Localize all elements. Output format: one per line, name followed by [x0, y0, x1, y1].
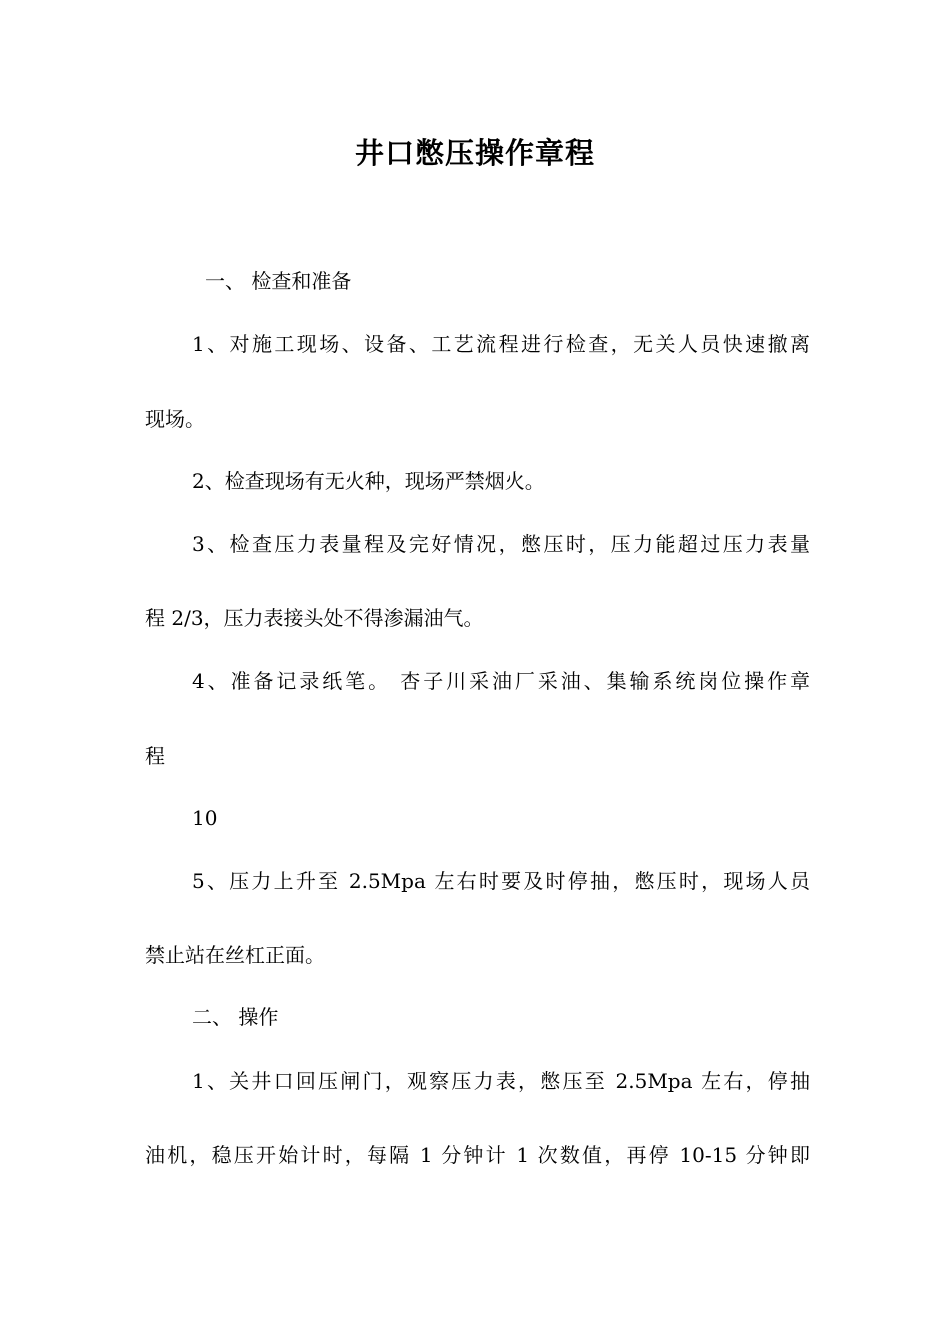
section-heading-check-prepare: 一、 检查和准备 — [205, 269, 352, 293]
paragraph-line: 现场。 — [145, 407, 205, 431]
document-title: 井口憋压操作章程 — [354, 136, 595, 170]
paragraph-line: 2、检查现场有无火种，现场严禁烟火。 — [192, 469, 545, 493]
paragraph-line: 4、准备记录纸笔。 杏子川采油厂采油、集输系统岗位操作章 — [192, 669, 810, 693]
paragraph-line: 禁止站在丝杠正面。 — [145, 943, 325, 967]
paragraph-line: 5、压力上升至 2.5Mpa 左右时要及时停抽，憋压时，现场人员 — [192, 869, 810, 893]
paragraph-line: 3、检查压力表量程及完好情况，憋压时，压力能超过压力表量 — [192, 532, 810, 556]
page-number: 10 — [192, 806, 218, 830]
paragraph-line: 1、对施工现场、设备、工艺流程进行检查，无关人员快速撤离 — [192, 332, 810, 356]
paragraph-line: 油机，稳压开始计时，每隔 1 分钟计 1 次数值，再停 10-15 分钟即 — [145, 1143, 810, 1167]
paragraph-line: 程 — [145, 744, 165, 768]
paragraph-line: 程 2/3，压力表接头处不得渗漏油气。 — [145, 606, 484, 630]
paragraph-line: 1、关井口回压闸门，观察压力表，憋压至 2.5Mpa 左右，停抽 — [192, 1069, 810, 1093]
section-heading-operation: 二、 操作 — [192, 1005, 279, 1029]
